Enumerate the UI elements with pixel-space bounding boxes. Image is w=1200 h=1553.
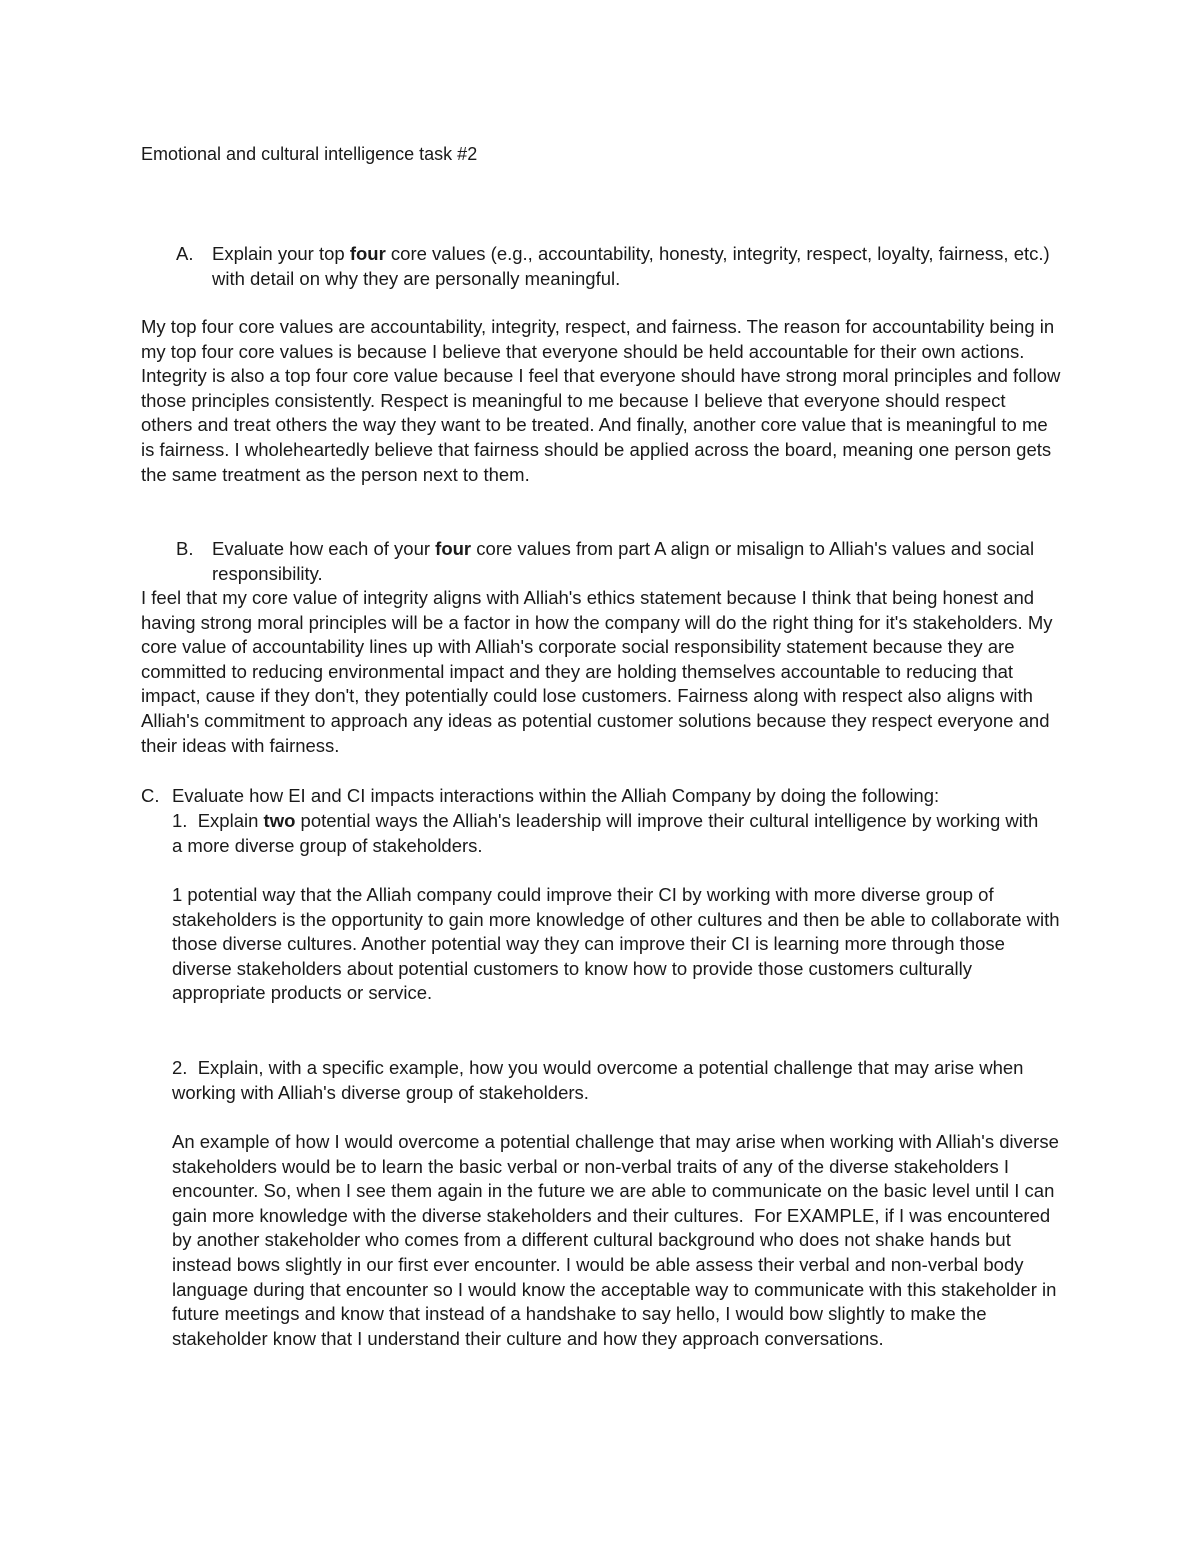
answer-c1: 1 potential way that the Alliah company could improve their CI by working with more diverse group of stakeholders is the opportunity to gain more knowledge of other cultures and then be able to collaborate with those diverse cultures. Another potential way they can improve their CI is learning more through those diverse stakeholders about potential customers to know how to provide those customers culturally appropriate products or service. <box>172 884 1060 1004</box>
question-c <box>141 784 1091 809</box>
question-a-letter: A. <box>176 243 194 264</box>
question-c-text: Evaluate how EI and CI impacts interactions within the Alliah Company by doing the following: <box>172 785 940 806</box>
question-b-text <box>212 537 1066 586</box>
question-b-text-part2: core values from part A align or misalign to Alliah's values and social responsibility. <box>212 538 1035 584</box>
question-a-text-part2: core values (e.g., accountability, honesty, integrity, respect, loyalty, fairness, etc.) with detail on why they are personally meaningful. <box>212 243 1050 289</box>
question-b-letter: B. <box>176 538 194 559</box>
answer-a: My top four core values are accountability, integrity, respect, and fairness. The reason for accountability being in my top four core values is because I believe that everyone should be held accountable for their own actions. Integrity is also a top four core value because I feel that everyone should have strong moral principles and follow those principles consistently. Respect is meaningful to me because I believe that everyone should respect others and treat others the way they want to be treated. And finally, another core value that is meaningful to me is fairness. I wholeheartedly believe that fairness should be applied across the board, meaning one person gets the same treatment as the person next to them. <box>141 316 1061 485</box>
question-c-letter: C. <box>141 785 160 806</box>
question-a-text <box>212 242 1056 291</box>
question-b-text-bold: four <box>435 538 472 559</box>
question-c1-text-bold: two <box>263 810 296 831</box>
question-c2-number: 2. <box>172 1057 188 1078</box>
question-c1-text-part1: Explain <box>187 810 264 831</box>
question-a <box>176 242 1056 291</box>
question-c1 <box>172 809 1052 858</box>
answer-b: I feel that my core value of integrity aligns with Alliah's ethics statement because I think that being honest and having strong moral principles will be a factor in how the company will do the right thing for it's stakeholders. My core value of accountability lines up with Alliah's corporate social responsibility statement because they are committed to reducing environmental impact and they are holding themselves accountable to reducing that impact, cause if they don't, they potentially could lose customers. Fairness along with respect also aligns with Alliah's commitment to approach any ideas as potential customer solutions because they respect everyone and their ideas with fairness. <box>141 587 1053 756</box>
question-c1-text-part2: potential ways the Alliah's leadership will improve their cultural intelligence by working with a more diverse group of stakeholders. <box>172 810 1039 856</box>
question-a-text-part1: Explain your top <box>212 243 350 264</box>
question-b <box>176 537 1066 586</box>
question-a-text-bold: four <box>349 243 386 264</box>
question-c2-text: Explain, with a specific example, how you would overcome a potential challenge that may arise when working with Alliah's diverse group of stakeholders. <box>172 1057 1029 1103</box>
question-c2 <box>172 1056 1062 1105</box>
question-b-text-part1: Evaluate how each of your <box>212 538 436 559</box>
answer-c2: An example of how I would overcome a potential challenge that may arise when working with Alliah's diverse stakeholders would be to learn the basic verbal or non-verbal traits of any of the diverse stakeholders I encounter. So, when I see them again in the future we are able to communicate on the basic level until I can gain more knowledge with the diverse stakeholders and their cultures. For EXAMPLE, if I was encountered by another stakeholder who comes from a different cultural background who does not shake hands but instead bows slightly in our first ever encounter. I would be able assess their verbal and non-verbal body language during that encounter so I would know the acceptable way to communicate with this stakeholder in future meetings and know that instead of a handshake to say hello, I would bow slightly to make the stakeholder know that I understand their culture and how they approach conversations. <box>172 1131 1065 1349</box>
document-title: Emotional and cultural intelligence task #2 <box>141 144 478 164</box>
question-c1-number: 1. <box>172 810 188 831</box>
